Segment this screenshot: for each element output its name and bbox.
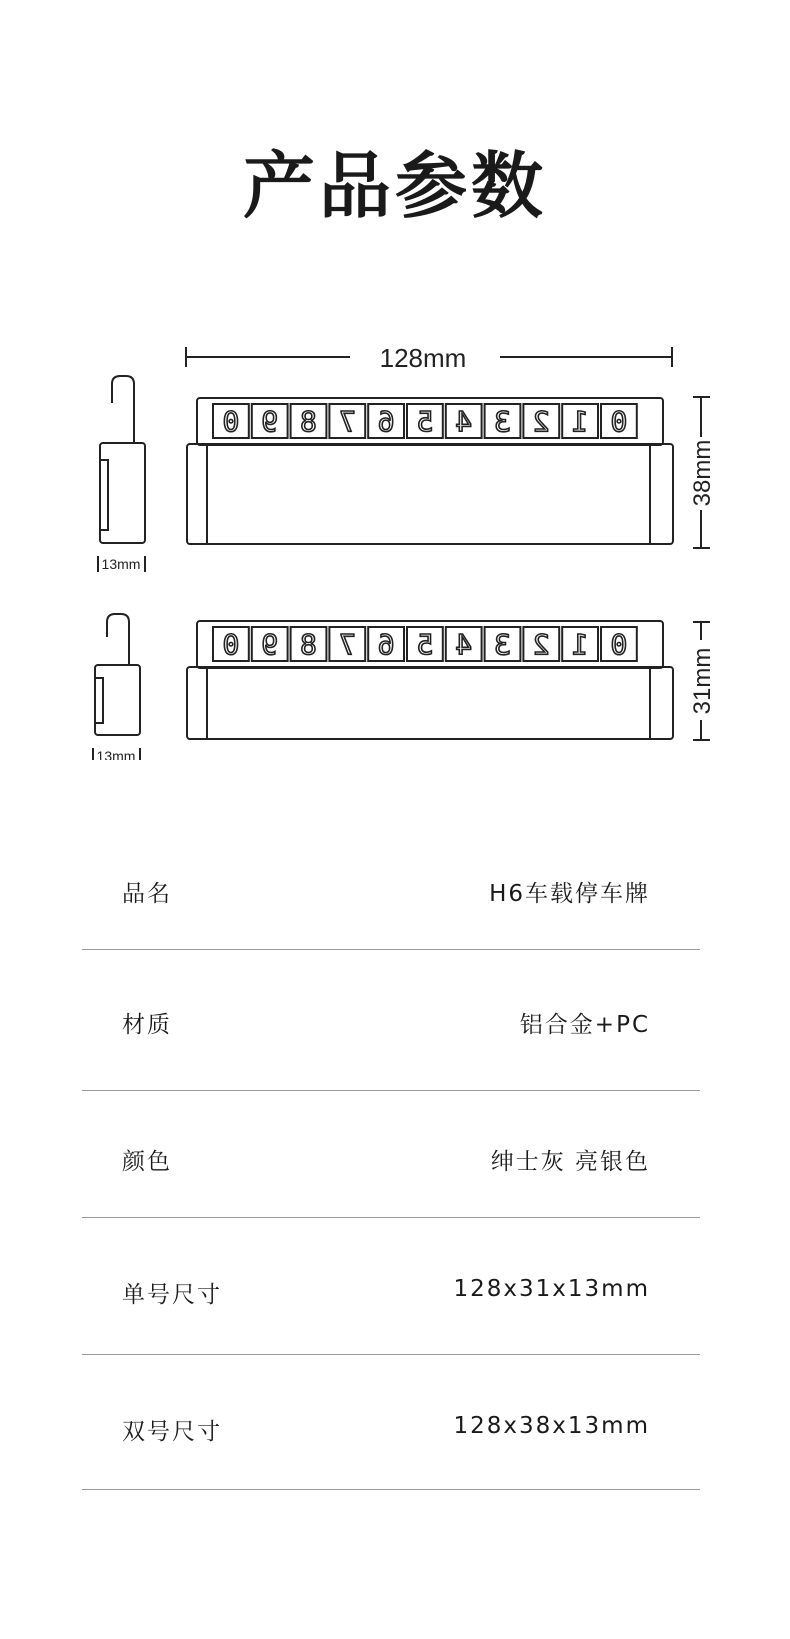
digit-glyph: 9: [261, 628, 279, 661]
digit-glyph: 8: [300, 628, 317, 661]
spec-value: 绅士灰 亮银色: [490, 1149, 650, 1175]
double-height-label: 38mm: [689, 439, 716, 507]
digit-glyph: 3: [494, 628, 511, 661]
digit-glyph: 0: [610, 405, 628, 438]
spec-label: 品名: [122, 881, 172, 907]
digit-glyph: 4: [455, 628, 473, 661]
digit-glyph: 1: [571, 628, 589, 661]
digit-glyph: 6: [377, 405, 395, 438]
digit-glyph: 0: [222, 628, 240, 661]
spec-label: 颜色: [122, 1149, 172, 1175]
digit-strip-double: [213, 404, 637, 438]
spec-row-name: [82, 835, 700, 950]
digit-glyph: 0: [222, 405, 240, 438]
spec-row-double-size: [82, 1355, 700, 1490]
digit-glyph: 7: [338, 405, 356, 438]
depth-label-single: 13mm: [96, 748, 136, 760]
digit-glyph: 5: [416, 628, 434, 661]
digit-glyph: 3: [494, 405, 511, 438]
digit-glyph: 0: [610, 628, 628, 661]
depth-label-double: 13mm: [101, 556, 141, 572]
spec-label: 双号尺寸: [122, 1419, 222, 1445]
digit-glyph: 2: [532, 405, 550, 438]
spec-row-material: [82, 950, 700, 1091]
spec-value: 128x38x13mm: [453, 1413, 650, 1439]
spec-value: H6车载停车牌: [489, 881, 650, 907]
digit-glyph: 1: [571, 405, 589, 438]
digit-strip-single: [213, 627, 637, 661]
digit-glyph: 2: [532, 628, 550, 661]
spec-row-color: [82, 1091, 700, 1218]
digit-glyph: 8: [300, 405, 317, 438]
page-title: 产品参数: [242, 144, 547, 228]
digit-glyph: 6: [377, 628, 395, 661]
side-view-single: [95, 614, 140, 735]
spec-label: 材质: [122, 1012, 172, 1038]
spec-value: 128x31x13mm: [453, 1276, 650, 1302]
digit-glyph: 9: [261, 405, 279, 438]
single-height-label: 31mm: [689, 647, 716, 715]
spec-row-single-size: [82, 1218, 700, 1355]
side-view-double: [100, 376, 145, 543]
digit-glyph: 7: [338, 628, 356, 661]
length-label: 128mm: [379, 343, 467, 373]
product-dimension-diagram: [0, 320, 790, 760]
digit-glyph: 5: [416, 405, 434, 438]
digit-glyph: 4: [455, 405, 473, 438]
spec-value: 铝合金+PC: [519, 1012, 650, 1038]
spec-label: 单号尺寸: [122, 1282, 222, 1308]
